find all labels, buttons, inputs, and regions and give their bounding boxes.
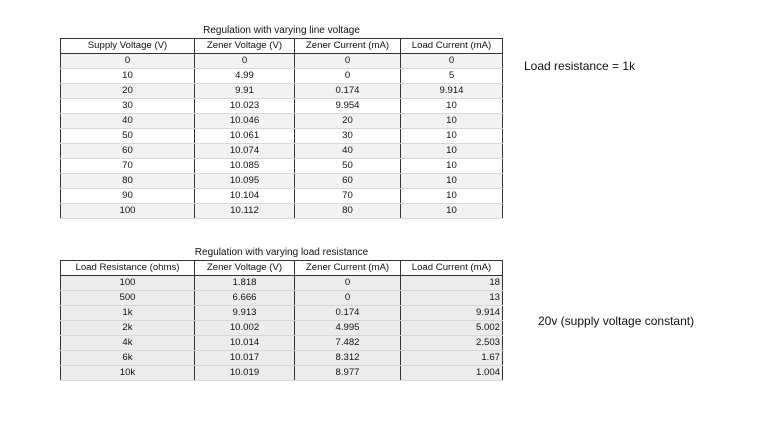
table-cell: 40 bbox=[295, 144, 401, 159]
header-supply-voltage: Supply Voltage (V) bbox=[61, 39, 195, 54]
table-header-row bbox=[61, 261, 503, 276]
table-cell: 9.914 bbox=[401, 306, 503, 321]
table-cell: 10.046 bbox=[195, 114, 295, 129]
header-load-current: Load Current (mA) bbox=[401, 261, 503, 276]
table-cell: 6k bbox=[61, 351, 195, 366]
table-cell: 80 bbox=[61, 174, 195, 189]
table-cell: 10 bbox=[401, 159, 503, 174]
table-cell: 0 bbox=[295, 69, 401, 84]
table-row bbox=[61, 189, 503, 204]
table-cell: 1.67 bbox=[401, 351, 503, 366]
table-cell: 6.666 bbox=[195, 291, 295, 306]
table-cell: 0 bbox=[295, 276, 401, 291]
table-row bbox=[61, 204, 503, 219]
table-cell: 1.004 bbox=[401, 366, 503, 381]
table-cell: 100 bbox=[61, 204, 195, 219]
header-load-current: Load Current (mA) bbox=[401, 39, 503, 54]
table-cell: 30 bbox=[295, 129, 401, 144]
line-voltage-regulation-table bbox=[60, 24, 503, 219]
table-cell: 0.174 bbox=[295, 306, 401, 321]
table-row bbox=[61, 306, 503, 321]
table-cell: 60 bbox=[295, 174, 401, 189]
table-row bbox=[61, 336, 503, 351]
load-resistance-table-wrap bbox=[60, 246, 502, 381]
table-cell: 30 bbox=[61, 99, 195, 114]
table-cell: 10 bbox=[401, 189, 503, 204]
table-row bbox=[61, 276, 503, 291]
table-cell: 9.91 bbox=[195, 84, 295, 99]
table-row bbox=[61, 174, 503, 189]
table-cell: 10.104 bbox=[195, 189, 295, 204]
table-cell: 0 bbox=[295, 54, 401, 69]
table-cell: 10 bbox=[401, 99, 503, 114]
table-cell: 10 bbox=[401, 129, 503, 144]
table-cell: 7.482 bbox=[295, 336, 401, 351]
table-cell: 8.977 bbox=[295, 366, 401, 381]
load-resistance-table-title: Regulation with varying load resistance bbox=[194, 247, 369, 258]
table-cell: 80 bbox=[295, 204, 401, 219]
table-cell: 10.023 bbox=[195, 99, 295, 114]
table-header-row bbox=[61, 39, 503, 54]
table-cell: 90 bbox=[61, 189, 195, 204]
table-cell: 2.503 bbox=[401, 336, 503, 351]
table-row bbox=[61, 351, 503, 366]
table-cell: 10.017 bbox=[195, 351, 295, 366]
table-cell: 100 bbox=[61, 276, 195, 291]
table-cell: 8.312 bbox=[295, 351, 401, 366]
table-row bbox=[61, 84, 503, 99]
table-cell: 10 bbox=[401, 114, 503, 129]
line-voltage-table-title: Regulation with varying line voltage bbox=[203, 25, 360, 36]
table-cell: 0 bbox=[195, 54, 295, 69]
table-cell: 50 bbox=[295, 159, 401, 174]
table-cell: 60 bbox=[61, 144, 195, 159]
table-cell: 20 bbox=[295, 114, 401, 129]
table-cell: 10.085 bbox=[195, 159, 295, 174]
table-cell: 9.954 bbox=[295, 99, 401, 114]
header-load-resistance: Load Resistance (ohms) bbox=[61, 261, 195, 276]
header-zener-voltage: Zener Voltage (V) bbox=[195, 261, 295, 276]
table-cell: 2k bbox=[61, 321, 195, 336]
table-cell: 13 bbox=[401, 291, 503, 306]
table-row bbox=[61, 129, 503, 144]
table-cell: 4.995 bbox=[295, 321, 401, 336]
table-cell: 9.913 bbox=[195, 306, 295, 321]
table-cell: 10.002 bbox=[195, 321, 295, 336]
table-row bbox=[61, 54, 503, 69]
table-cell: 10.112 bbox=[195, 204, 295, 219]
table-cell: 0 bbox=[295, 291, 401, 306]
table-row bbox=[61, 291, 503, 306]
table-cell: 5.002 bbox=[401, 321, 503, 336]
line-voltage-table-wrap bbox=[60, 24, 502, 219]
table-cell: 10.014 bbox=[195, 336, 295, 351]
table-cell: 0 bbox=[61, 54, 195, 69]
table-cell: 70 bbox=[295, 189, 401, 204]
table-cell: 50 bbox=[61, 129, 195, 144]
table-cell: 70 bbox=[61, 159, 195, 174]
table-title-row bbox=[61, 246, 503, 261]
table-cell: 10.061 bbox=[195, 129, 295, 144]
table-row bbox=[61, 366, 503, 381]
table-row bbox=[61, 321, 503, 336]
table-row bbox=[61, 159, 503, 174]
header-zener-voltage: Zener Voltage (V) bbox=[195, 39, 295, 54]
table-row bbox=[61, 114, 503, 129]
table-row bbox=[61, 99, 503, 114]
table-row bbox=[61, 144, 503, 159]
header-zener-current: Zener Current (mA) bbox=[295, 39, 401, 54]
table-cell: 4.99 bbox=[195, 69, 295, 84]
table-cell: 10.019 bbox=[195, 366, 295, 381]
table-cell: 0.174 bbox=[295, 84, 401, 99]
load-resistance-regulation-table bbox=[60, 246, 503, 381]
table-cell: 4k bbox=[61, 336, 195, 351]
table-cell: 10 bbox=[61, 69, 195, 84]
table-cell: 10 bbox=[401, 174, 503, 189]
table-cell: 1k bbox=[61, 306, 195, 321]
table-cell: 18 bbox=[401, 276, 503, 291]
table-cell: 500 bbox=[61, 291, 195, 306]
supply-constant-note: 20v (supply voltage constant) bbox=[538, 314, 695, 328]
table-cell: 10.095 bbox=[195, 174, 295, 189]
table-title-row bbox=[61, 24, 503, 39]
table-cell: 0 bbox=[401, 54, 503, 69]
table-cell: 1.818 bbox=[195, 276, 295, 291]
table-cell: 10.074 bbox=[195, 144, 295, 159]
header-zener-current: Zener Current (mA) bbox=[295, 261, 401, 276]
table-cell: 5 bbox=[401, 69, 503, 84]
table-row bbox=[61, 69, 503, 84]
table-cell: 10 bbox=[401, 204, 503, 219]
table-cell: 10k bbox=[61, 366, 195, 381]
table-cell: 9.914 bbox=[401, 84, 503, 99]
load-resistance-note: Load resistance = 1k bbox=[524, 59, 636, 73]
table-cell: 40 bbox=[61, 114, 195, 129]
table-cell: 20 bbox=[61, 84, 195, 99]
table-cell: 10 bbox=[401, 144, 503, 159]
